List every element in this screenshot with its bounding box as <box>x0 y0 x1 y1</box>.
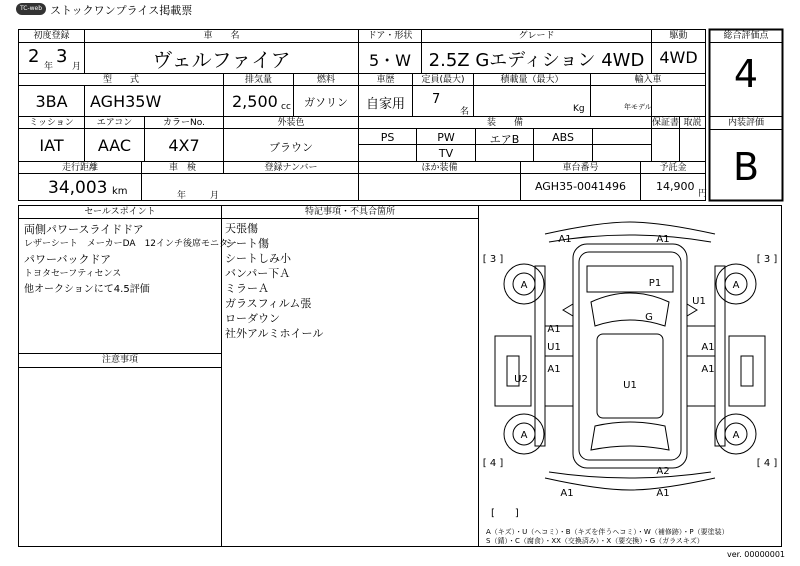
damage-marks <box>483 234 778 519</box>
label-model: 型 式 <box>102 75 139 85</box>
remark-5: ミラーＡ <box>225 282 269 295</box>
label-drive: 駆動 <box>669 31 688 41</box>
mark-a-wheel-rl: A <box>520 430 528 441</box>
corner-label-rear-right: [ 4 ] <box>756 458 778 469</box>
displacement: 2,500 <box>232 92 278 111</box>
label-notes: 注意事項 <box>101 355 138 365</box>
grade: 2.5Z Gエディション 4WD <box>428 50 645 71</box>
label-price: 予託金 <box>659 163 687 173</box>
color-no: 4X7 <box>168 136 200 155</box>
mark-u1-roof: U1 <box>623 380 637 391</box>
label-inspection: 車 検 <box>168 163 196 173</box>
label-remarks: 特記事項・不具合箇所 <box>304 207 395 217</box>
capacity-unit: 名 <box>460 107 470 117</box>
label-sales-point: セールスポイント <box>84 207 156 217</box>
displacement-unit: cc <box>281 102 291 112</box>
version-label: ver. 00000001 <box>727 550 786 559</box>
mark-a1-right-1: A1 <box>701 342 715 353</box>
model-prefix: 3BA <box>35 92 68 111</box>
label-first-reg: 初度登録 <box>33 31 70 41</box>
remark-6: ガラスフィルム張 <box>225 297 312 310</box>
door-type: 5・W <box>368 51 411 70</box>
label-warranty: 保証書 <box>652 118 680 128</box>
reg-month: 3 <box>56 46 68 67</box>
mark-a1-front-right: A1 <box>656 234 670 245</box>
label-aircon: エアコン <box>96 118 133 128</box>
drive: 4WD <box>659 48 698 67</box>
reg-month-unit: 月 <box>72 62 82 72</box>
load-unit: Kg <box>573 104 585 114</box>
remark-2: シート傷 <box>225 237 269 250</box>
corner-label-front-right: [ 3 ] <box>756 254 778 265</box>
label-category: 車歴 <box>376 75 395 85</box>
price-unit: 円 <box>698 189 708 199</box>
interior-score: B <box>732 145 760 189</box>
corner-label-rear-left: [ 4 ] <box>482 458 504 469</box>
label-interior: 内装評価 <box>727 118 764 128</box>
brand-logo: TC-web <box>16 3 46 15</box>
label-import: 輸入車 <box>634 75 662 85</box>
label-color-no: カラーNo. <box>163 118 205 128</box>
mark-a-wheel-rr: A <box>732 430 740 441</box>
label-other-equip: ほか装備 <box>421 163 458 173</box>
overall-score: 4 <box>733 52 759 96</box>
car-name: ヴェルファイア <box>152 48 291 72</box>
legend-line-1: A（キズ）・U（ヘコミ）・B（キズを伴うヘコミ）・W（補修跡）・P（要塗装） <box>486 528 729 536</box>
label-grade: グレード <box>518 31 555 41</box>
insp-month-unit: 月 <box>210 191 220 201</box>
sales-point-4: トヨタセーフティセンス <box>24 269 122 279</box>
page-title: ストックワンプライス掲載票 <box>50 4 193 17</box>
mission: IAT <box>39 136 64 155</box>
remark-3: シートしみ小 <box>225 252 291 265</box>
model: AGH35W <box>90 92 162 111</box>
mark-a1-front-left: A1 <box>558 234 572 245</box>
equip-airbag: エアB <box>489 133 520 146</box>
sales-point-3: パワーバックドア <box>24 253 112 266</box>
mark-p1: P1 <box>648 278 662 289</box>
equip-abs: ABS <box>552 131 574 144</box>
sales-point-5: 他オークションにて4.5評価 <box>24 284 150 295</box>
label-reg-plate: 登録ナンバー <box>264 163 318 173</box>
sales-point-2: レザーシート メーカーDA 12インチ後席モニター <box>24 239 238 249</box>
sales-points <box>24 222 237 297</box>
mileage-unit: km <box>112 186 128 197</box>
label-ext-color: 外装色 <box>277 118 305 128</box>
fuel: ガソリン <box>304 96 348 109</box>
category: 自家用 <box>365 97 405 112</box>
corner-label-front-left: [ 3 ] <box>482 254 504 265</box>
mark-a1-left-1: A1 <box>547 324 561 335</box>
reg-year: 2 <box>28 46 40 67</box>
reg-year-unit: 年 <box>44 62 54 72</box>
label-overall-score: 総合評価点 <box>723 31 769 41</box>
mark-a1-rear-right: A1 <box>656 488 670 499</box>
import-unit: 年モデル <box>624 103 652 111</box>
mark-a1-left-2: A1 <box>547 364 561 375</box>
mark-u1-right: U1 <box>692 296 706 307</box>
label-mileage: 走行距離 <box>61 163 98 173</box>
equip-pw: PW <box>437 131 455 144</box>
label-fuel: 燃料 <box>316 75 335 85</box>
mark-a1-right-2: A1 <box>701 364 715 375</box>
label-manual: 取説 <box>683 118 702 128</box>
capacity: 7 <box>432 92 441 107</box>
legend-line-2: S（錆）・C（腐食）・XX（交換済み）・X（要交換）・G（ガラスキズ） <box>486 537 704 545</box>
label-door: ドア・形状 <box>367 31 413 41</box>
label-chassis: 車台番号 <box>562 163 599 173</box>
mark-u1-left: U1 <box>547 342 561 353</box>
mark-u2: U2 <box>514 374 528 385</box>
equip-ps: PS <box>380 131 395 144</box>
label-mission: ミッション <box>29 118 74 128</box>
sales-point-1: 両側パワースライドドア <box>24 223 144 236</box>
chassis-number: AGH35-0041496 <box>534 180 627 193</box>
car-damage-diagram <box>479 206 781 546</box>
aircon: AAC <box>97 136 132 155</box>
equip-tv: TV <box>438 147 454 160</box>
price: 14,900 <box>656 180 695 193</box>
insp-year-unit: 年 <box>177 191 187 201</box>
remark-8: 社外アルミホイール <box>225 327 324 340</box>
label-equipment: 装 備 <box>486 118 523 128</box>
remark-7: ローダウン <box>225 312 280 325</box>
label-load: 積載量（最大） <box>500 75 564 85</box>
label-displacement: 排気量 <box>244 75 272 85</box>
mark-g: G <box>645 312 653 323</box>
mark-a-wheel-fl: A <box>520 280 528 291</box>
mark-a1-rear-left: A1 <box>560 488 574 499</box>
remark-4: バンパー下Ａ <box>225 267 291 280</box>
mileage: 34,003 <box>48 178 108 198</box>
remark-1: 天張傷 <box>225 222 258 235</box>
remarks-list <box>225 221 323 341</box>
ext-color: ブラウン <box>269 141 313 154</box>
diagram-bracket: [ ] <box>491 508 519 519</box>
label-car-name: 車 名 <box>203 31 240 41</box>
mark-a-wheel-fr: A <box>732 280 740 291</box>
car-outline <box>495 222 765 490</box>
mark-a2: A2 <box>656 466 670 477</box>
label-capacity: 定員(最大) <box>421 75 465 85</box>
